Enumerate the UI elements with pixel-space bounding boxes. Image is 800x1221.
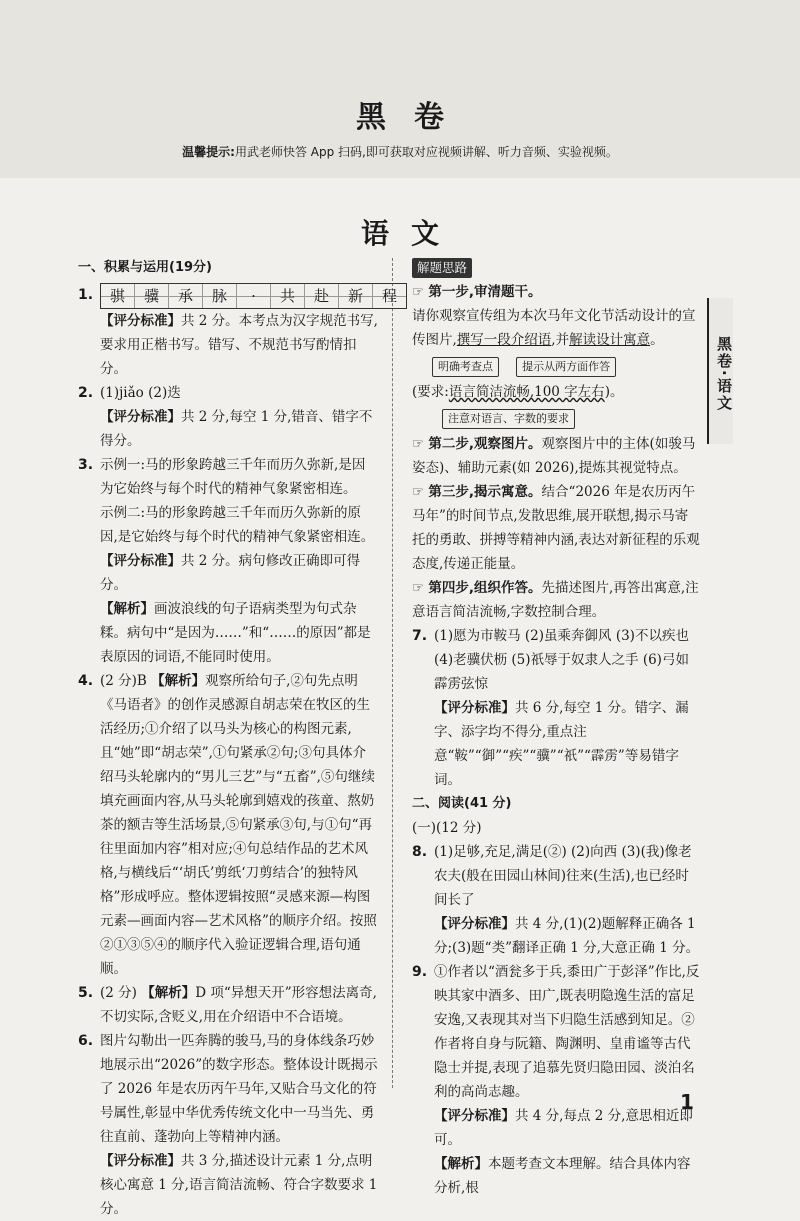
- scoring-tag: 【评分标准】: [434, 1108, 515, 1124]
- answer-text: (1)足够,充足,满足(②) (2)向西 (3)(我)像老农夫(般在田园山林间)往来(生活),也已经时间长了: [434, 844, 692, 908]
- answer-text: ①作者以“酒瓮多于兵,黍田广于彭泽”作比,反映其家中酒多、田广,既表明隐逸生活的富足安逸,又表现其对当下归隐生活感到知足。②作者将自身与阮籍、陶渊明、皇甫谧等古代隐士并提,表现了追慕先贤归隐田园、淡泊名利的高尚志趣。: [434, 964, 700, 1100]
- step-3-label: 第三步,揭示寓意。: [428, 484, 542, 500]
- tip-label: 温馨提示:: [182, 145, 235, 159]
- question-2: [78, 381, 378, 453]
- annotation-note: 注意对语言、字数的要求: [442, 409, 575, 429]
- question-number: 2.: [78, 385, 94, 401]
- step-4-label: 第四步,组织作答。: [428, 580, 542, 596]
- step-2-label: 第二步,观察图片。: [428, 436, 542, 452]
- question-number: 1.: [78, 287, 94, 303]
- section-heading-1: 一、积累与运用(19分): [78, 260, 212, 275]
- tip-text: 用武老师快答 App 扫码,即可获取对应视频讲解、听力音频、实验视频。: [234, 145, 618, 159]
- column-divider: [392, 258, 393, 1088]
- grid-char: 赴: [305, 284, 339, 308]
- step-1-end: 。: [650, 332, 664, 348]
- answer-lead: (2 分): [100, 985, 137, 1001]
- grid-char: 承: [169, 284, 203, 308]
- answer-text: 图片勾勒出一匹奔腾的骏马,马的身体线条巧妙地展示出“2026”的数字形态。整体设计既揭示了 2026 年是农历丙午马年,又贴合马文化的符号属性,彰显中华优秀传统文化中一马当先、勇往直前、蓬勃向上等精神内涵。: [100, 1033, 378, 1145]
- scoring-tag: 【评分标准】: [100, 409, 181, 425]
- step-1-conj: ,并: [551, 332, 570, 348]
- analysis-tag: 【解析】: [100, 601, 154, 617]
- analysis-tag: 【解析】: [151, 673, 206, 689]
- grid-char: 骐: [101, 284, 135, 308]
- step-2-text: 观察图片中的主体(如骏马姿态)、辅助元素(如 2026),提炼其视觉特点。: [412, 436, 696, 476]
- subject-title: 语文: [360, 217, 461, 250]
- annotation-note: 明确考查点: [432, 357, 499, 377]
- question-6: [78, 1029, 378, 1221]
- question-number: 5.: [78, 985, 94, 1001]
- scoring-text: 共 3 分,描述设计元素 1 分,点明核心寓意 1 分,语言简洁流畅、符合字数要求 1 分。: [100, 1153, 378, 1217]
- question-8: [412, 840, 700, 960]
- grid-char: 新: [339, 284, 373, 308]
- subsection-heading: (一)(12 分): [412, 820, 482, 836]
- page-number: 1: [680, 1090, 694, 1114]
- answer-text: (1)愿为市鞍马 (2)虽乘奔御风 (3)不以疾也 (4)老骥伏枥 (5)祇辱于奴隶人之手 (6)弓如霹雳弦惊: [434, 628, 689, 692]
- question-4: [78, 669, 378, 981]
- grid-char: 脉: [203, 284, 237, 308]
- scoring-text: 共 4 分,(1)(2)题解释正确各 1 分;(3)题“类”翻译正确 1 分,大意正确 1 分。: [434, 916, 700, 956]
- annotation-note: 提示从两方面作答: [516, 357, 616, 377]
- grid-char: ·: [237, 284, 271, 308]
- question-5: [78, 981, 378, 1029]
- question-3: [78, 453, 378, 669]
- analysis-text: 观察所给句子,②句先点明《马语者》的创作灵感源自胡志荣在牧区的生活经历;①介绍了以马头为核心的构图元素,且“她”即“胡志荣”,①句紧承②句;③句具体介绍马头轮廓内的“男儿三艺”与“五畜”,⑤句继续填充画面内容,从马头轮廓到嬉戏的孩童、熬奶茶的额吉等生活场景,⑤句紧承③句,与①句“再往里面加内容”相对应;④句总结作品的艺术风格,与横线后“‘胡氏’剪纸‘刀剪结合’的独特风格”形成呼应。整体逻辑按照“灵感来源—构图元素—画面内容—艺术风格”的顺序介绍。按照②①③⑤④的顺序代入验证逻辑合理,语句通顺。: [100, 673, 377, 977]
- banner-tip: [0, 143, 800, 160]
- handwriting-grid: [100, 283, 407, 309]
- requirement-open: (要求:: [412, 384, 449, 400]
- side-tab: 黑卷·语文: [707, 298, 733, 444]
- example-1: 示例一:马的形象跨越三千年而历久弥新,是因为它始终与每个时代的精神气象紧密相连。: [100, 457, 366, 497]
- hand-icon: ☞: [412, 580, 425, 596]
- analysis-tag: 【解析】: [141, 985, 196, 1001]
- scoring-text: 共 4 分,每点 2 分,意思相近即可。: [434, 1108, 693, 1148]
- underlined-phrase: 解读设计寓意: [569, 332, 651, 348]
- solution-approach-box: 解题思路: [412, 258, 472, 278]
- question-1: [78, 283, 397, 381]
- question-number: 4.: [78, 673, 94, 689]
- grid-char: 共: [271, 284, 305, 308]
- step-4-text: 先描述图片,再答出寓意,注意语言简洁流畅,字数控制合理。: [412, 580, 699, 620]
- wavy-underlined-phrase: 语言简洁流畅,100 字左右: [448, 384, 605, 400]
- scoring-tag: 【评分标准】: [434, 916, 515, 932]
- answer-text: (1)jiǎo (2)迭: [100, 385, 181, 401]
- underlined-phrase: 撰写一段介绍语: [456, 332, 552, 348]
- question-7: [412, 624, 700, 792]
- grid-char: 骥: [135, 284, 169, 308]
- scoring-text: 共 2 分,每空 1 分,错音、错字不得分。: [100, 409, 373, 449]
- question-number: 6.: [78, 1033, 94, 1049]
- requirement-close: )。: [604, 384, 624, 400]
- step-1-text: 请你观察宣传组为本次马年文化节活动设计的宣传图片,: [412, 308, 696, 348]
- right-column: [412, 256, 700, 1200]
- left-column: [78, 256, 397, 1221]
- hand-icon: ☞: [412, 436, 425, 452]
- example-2: 示例二:马的形象跨越三千年而历久弥新的原因,是它始终与每个时代的精神气象紧密相连。: [100, 505, 375, 545]
- question-number: 9.: [412, 964, 428, 980]
- analysis-text: 画波浪线的句子语病类型为句式杂糅。病句中“是因为……”和“……的原因”都是表原因的词语,不能同时使用。: [100, 601, 371, 665]
- grid-char: 程: [373, 284, 406, 308]
- scoring-tag: 【评分标准】: [100, 1153, 181, 1169]
- scoring-text: 共 6 分,每空 1 分。错字、漏字、添字均不得分,重点注意“鞍”“御”“疾”“骥”“祇”“霹雳”等易错字词。: [434, 700, 689, 788]
- question-number: 3.: [78, 457, 94, 473]
- scoring-text: 共 2 分。本考点为汉字规范书写,要求用正楷书写。错写、不规范书写酌情扣分。: [100, 313, 378, 377]
- scoring-tag: 【评分标准】: [100, 313, 181, 329]
- analysis-tag: 【解析】: [434, 1156, 488, 1172]
- step-1-label: 第一步,审清题干。: [428, 284, 542, 300]
- scoring-text: 共 2 分。病句修改正确即可得分。: [100, 553, 361, 593]
- step-3-text: 结合“2026 年是农历丙午马年”的时间节点,发散思维,展开联想,揭示马寄托的勇敢、拼搏等精神内涵,表达对新征程的乐观态度,传递正能量。: [412, 484, 700, 572]
- scoring-tag: 【评分标准】: [434, 700, 515, 716]
- question-9: [412, 960, 700, 1200]
- analysis-text: D 项“异想天开”形容想法离奇,不切实际,含贬义,用在介绍语中不合语境。: [100, 985, 377, 1025]
- scoring-tag: 【评分标准】: [100, 553, 181, 569]
- banner-title: 黑卷: [356, 100, 472, 135]
- question-number: 8.: [412, 844, 428, 860]
- section-heading-2: 二、阅读(41 分): [412, 796, 512, 811]
- answer-lead: (2 分)B: [100, 673, 147, 689]
- hand-icon: ☞: [412, 484, 425, 500]
- analysis-text: 本题考查文本理解。结合具体内容分析,根: [434, 1156, 691, 1196]
- hand-icon: ☞: [412, 284, 425, 300]
- question-number: 7.: [412, 628, 428, 644]
